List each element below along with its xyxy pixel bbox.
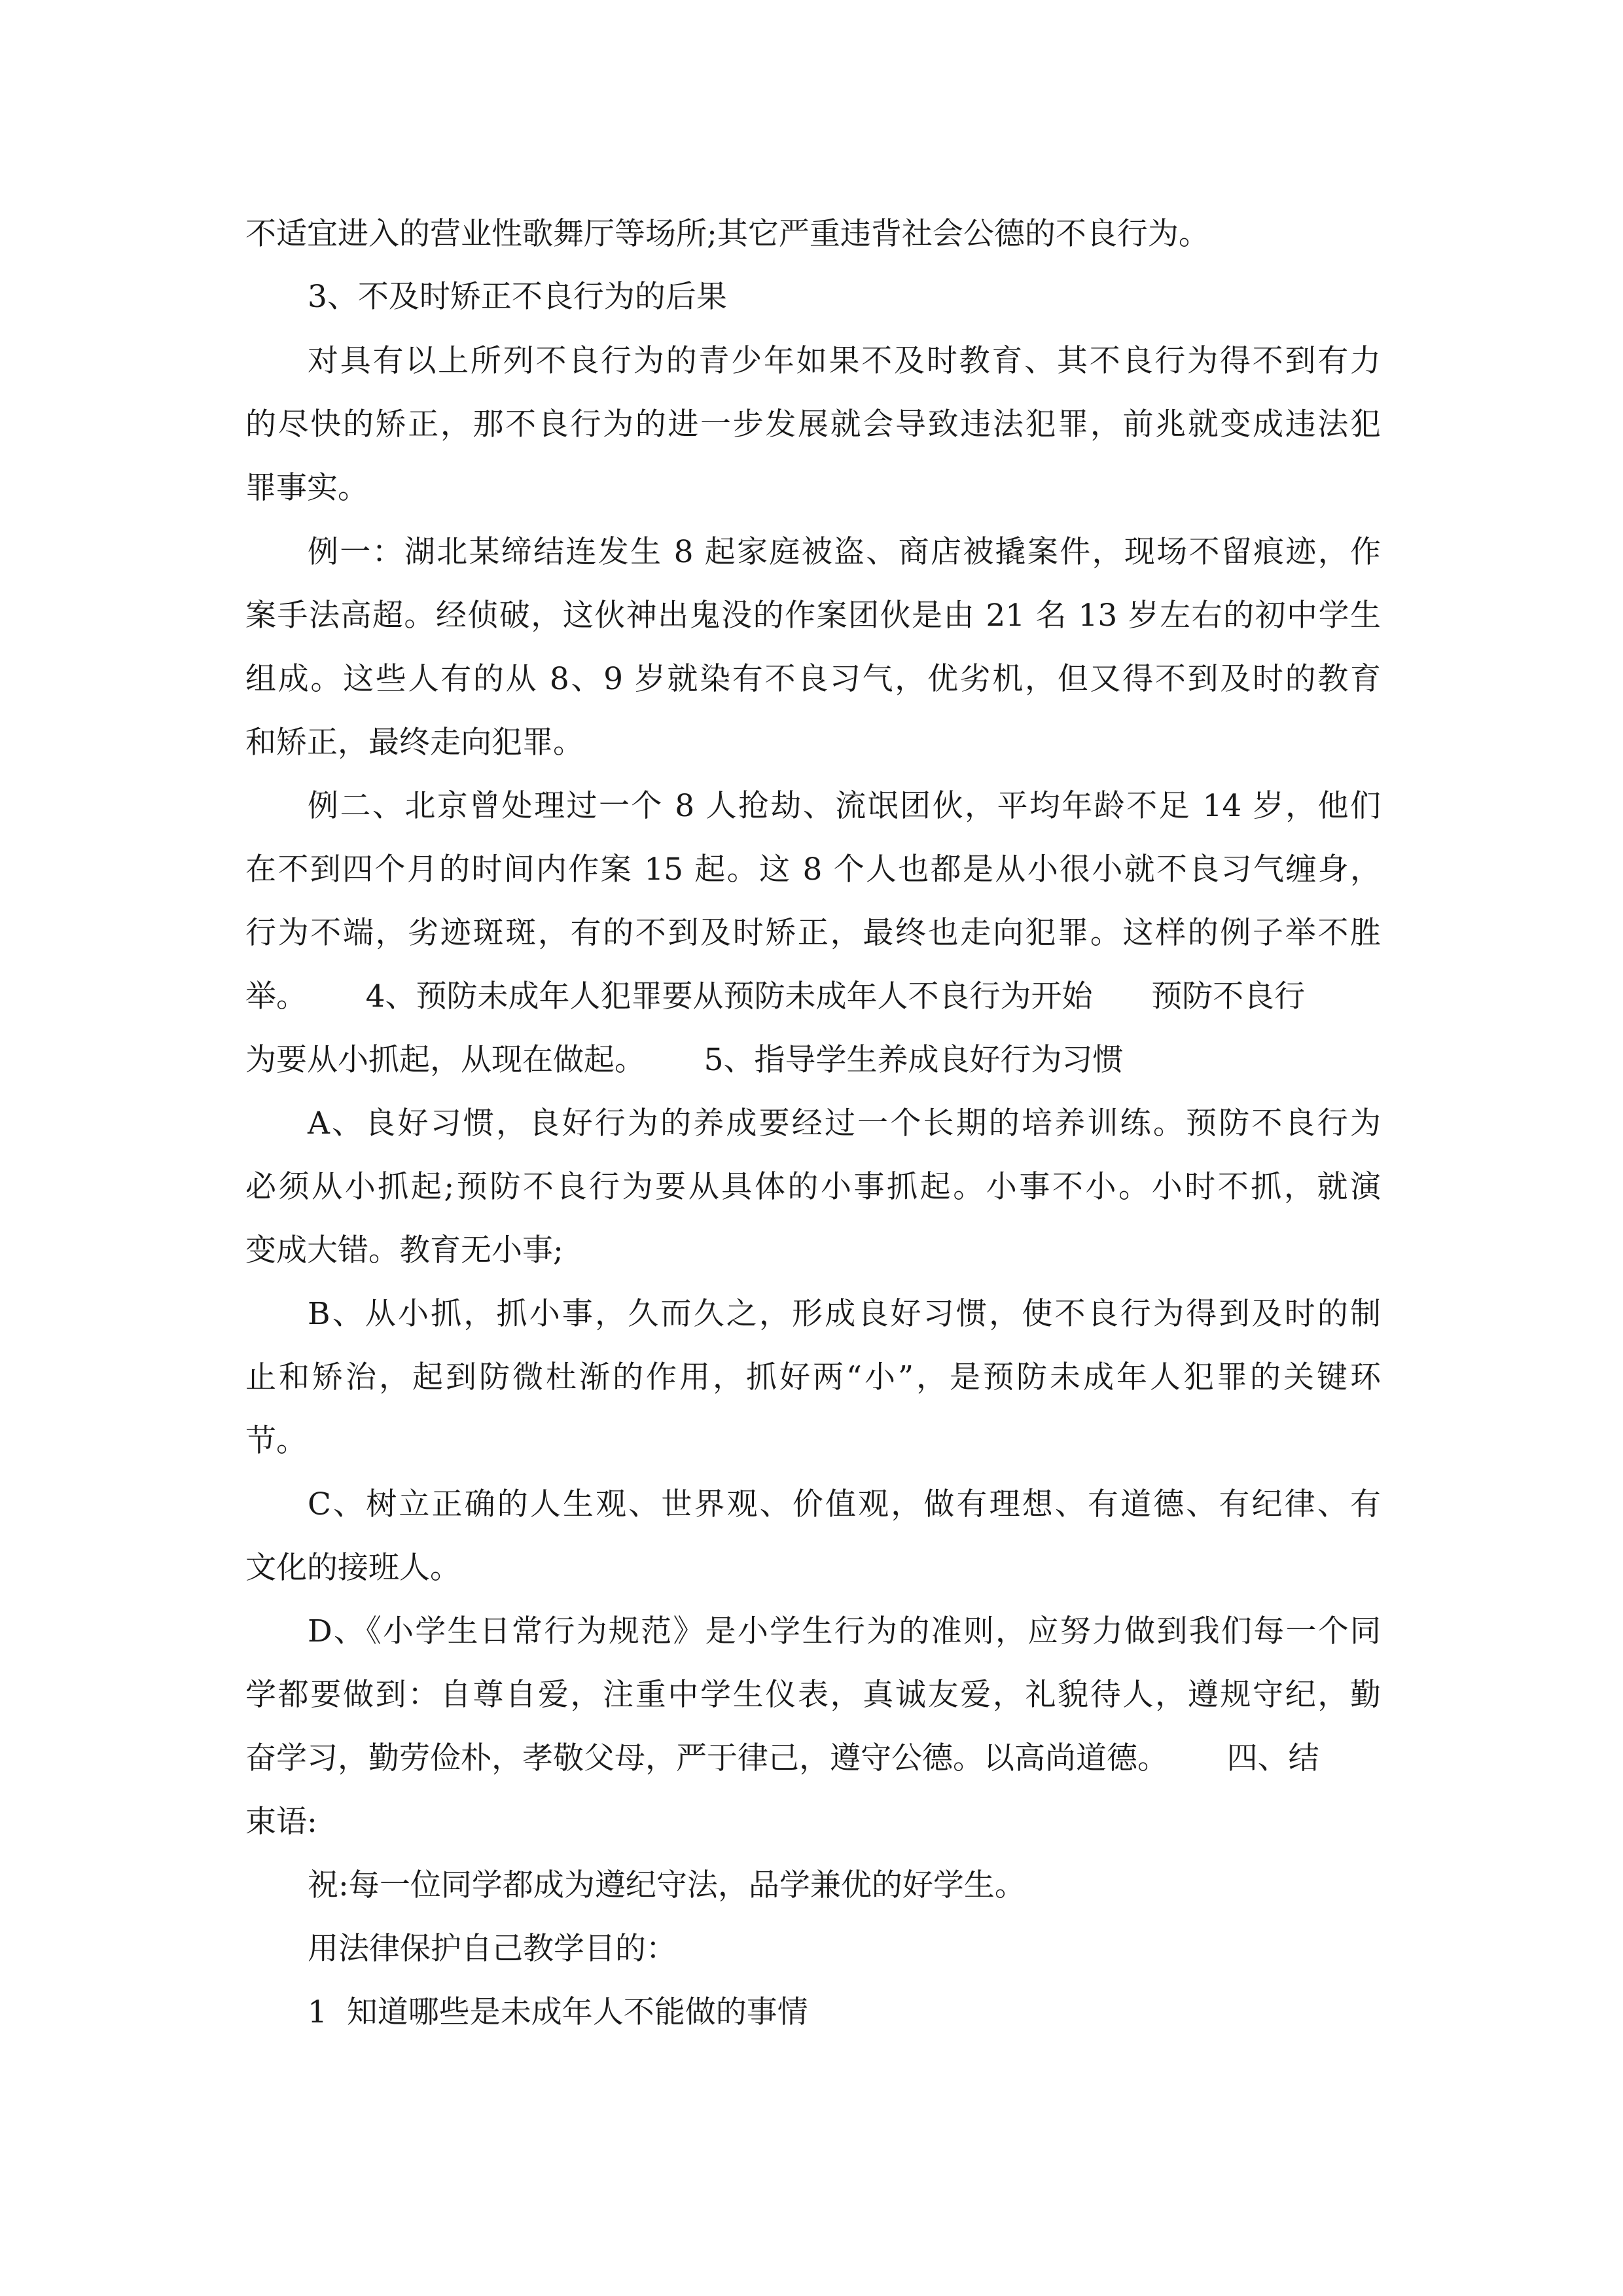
text-line: 组成。这些人有的从 8、9 岁就染有不良习气，优劣机，但又得不到及时的教育: [245, 661, 1381, 697]
text-line: 罪事实。: [245, 470, 368, 506]
text-line: 节。: [245, 1423, 307, 1459]
text-line: 变成大错。教育无小事;: [245, 1232, 563, 1268]
text-line: 案手法高超。经侦破，这伙神出鬼没的作案团伙是由 21 名 13 岁左右的初中学生: [245, 598, 1381, 634]
text-line: 不适宜进入的营业性歌舞厅等场所;其它严重违背社会公德的不良行为。: [245, 216, 1209, 252]
text-line: 止和矫治，起到防微杜渐的作用，抓好两“小”，是预防未成年人犯罪的关键环: [245, 1359, 1381, 1395]
text-line: 祝:每一位同学都成为遵纪守法，品学兼优的好学生。: [308, 1867, 1026, 1903]
text-line: A、良好习惯，良好行为的养成要经过一个长期的培养训练。预防不良行为: [308, 1105, 1381, 1141]
text-line: 学都要做到：自尊自爱，注重中学生仪表，真诚友爱，礼貌待人，遵规守纪，勤: [245, 1677, 1381, 1713]
text-line: B、从小抓，抓小事，久而久之，形成良好习惯，使不良行为得到及时的制: [308, 1296, 1381, 1332]
text-line: 对具有以上所列不良行为的青少年如果不及时教育、其不良行为得不到有力: [308, 343, 1381, 379]
text-line: 例一：湖北某缔结连发生 8 起家庭被盗、商店被撬案件，现场不留痕迹，作: [308, 534, 1381, 570]
text-line: 奋学习，勤劳俭朴，孝敬父母，严于律己，遵守公德。以高尚道德。 四、结: [245, 1740, 1319, 1776]
text-line: 例二、北京曾处理过一个 8 人抢劫、流氓团伙，平均年龄不足 14 岁，他们: [308, 788, 1381, 824]
text-line: 束语:: [245, 1804, 317, 1840]
text-line: 文化的接班人。: [245, 1550, 461, 1586]
text-line: 为要从小抓起，从现在做起。 5、指导学生养成良好行为习惯: [245, 1042, 1124, 1078]
section-heading: 3、不及时矫正不良行为的后果: [308, 279, 727, 315]
text-line: 1 知道哪些是未成年人不能做的事情: [308, 1994, 808, 2030]
text-line: 举。 4、预防未成年人犯罪要从预防未成年人不良行为开始 预防不良行: [245, 978, 1306, 1014]
text-line: 的尽快的矫正，那不良行为的进一步发展就会导致违法犯罪，前兆就变成违法犯: [245, 406, 1381, 442]
text-line: 行为不端，劣迹斑斑，有的不到及时矫正，最终也走向犯罪。这样的例子举不胜: [245, 915, 1381, 951]
text-line: 用法律保护自己教学目的：: [308, 1931, 677, 1967]
text-line: 在不到四个月的时间内作案 15 起。这 8 个人也都是从小很小就不良习气缠身，: [245, 852, 1381, 888]
text-line: D、《小学生日常行为规范》是小学生行为的准则，应努力做到我们每一个同: [308, 1613, 1381, 1649]
text-line: 必须从小抓起;预防不良行为要从具体的小事抓起。小事不小。小时不抓，就演: [245, 1169, 1381, 1205]
text-line: C、树立正确的人生观、世界观、价值观，做有理想、有道德、有纪律、有: [308, 1486, 1381, 1522]
text-line: 和矫正，最终走向犯罪。: [245, 725, 584, 761]
